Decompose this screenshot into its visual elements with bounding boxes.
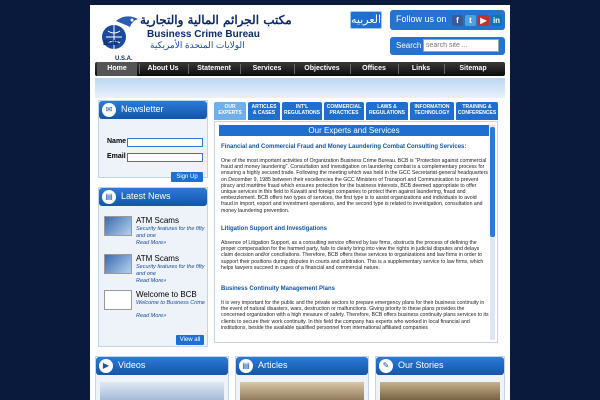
articles-header xyxy=(236,357,368,375)
email-label: Email xyxy=(107,153,126,160)
sign-up-button[interactable]: Sign Up xyxy=(171,172,203,182)
search-input[interactable] xyxy=(423,39,499,52)
tab-laws-regulations[interactable]: LAWS & REGULATIONS xyxy=(366,102,408,120)
articles-title: Articles xyxy=(258,360,288,370)
email-field[interactable] xyxy=(127,153,203,162)
logo-usa-text: U.S.A. xyxy=(115,56,133,62)
latest-news-panel xyxy=(98,187,208,347)
section-text: Absence of Litigation Support, as a consulting service offered by law firms, obstructs the process of defining the proper compensation for the harmed party, fails to clearly bring into view the rights in judicial disputes and delays claim decision and/or conciliations. Therefore, BCB offers these services to organizations and law firms in order to support their positions during disputes in courts and arbitration. This is a supplementary service to law firms, which helps lawyers succeed in cases of a financial and commercial nature. xyxy=(221,240,484,271)
videos-panel[interactable] xyxy=(95,356,229,400)
section-text: It is very important for the public and the private sectors to prepare emergency plans for their business continuity in the event of natural disasters, wars, destruction or malfunctions. Giving priority to these plans provides the concerned organization with a high measure of safety. Therefore, BCB offers business continuity plans services to its clients to secure their work continuity. In this field the company has experts who worked in local financial and institutions, beside the available qualified personnel from international affiliated companies xyxy=(221,300,489,331)
news-icon: ▤ xyxy=(102,190,116,204)
nav-statement[interactable]: Statement xyxy=(197,65,231,72)
nav-offices[interactable]: Offices xyxy=(362,65,386,72)
videos-preview xyxy=(100,382,224,400)
newsletter-title: Newsletter xyxy=(121,104,164,114)
news-thumbnail xyxy=(104,254,132,274)
services-tabs xyxy=(214,102,498,120)
logo-arabic-subtext: الولايات المتحدة الأمريكية xyxy=(150,40,245,50)
newsletter-header xyxy=(99,101,207,119)
nav-sitemap[interactable]: Sitemap xyxy=(459,65,487,72)
section-heading: Litigation Support and Investigations xyxy=(221,226,327,232)
news-thumbnail xyxy=(104,216,132,236)
content-header: Our Experts and Services xyxy=(219,125,489,136)
follow-us-bar xyxy=(390,10,505,30)
tab-information-technology[interactable]: INFORMATION TECHNOLOGY xyxy=(410,102,454,120)
bcb-logo-thumbnail xyxy=(104,290,132,310)
read-more-link[interactable]: Read More» xyxy=(136,278,167,284)
search-label: Search xyxy=(396,41,422,50)
nav-links[interactable]: Links xyxy=(411,65,431,72)
twitter-icon[interactable]: t xyxy=(465,15,476,26)
news-title: ATM Scams xyxy=(136,216,179,225)
nav-objectives[interactable]: Objectives xyxy=(304,65,340,72)
news-title: ATM Scams xyxy=(136,254,179,263)
article-icon: ▤ xyxy=(239,359,253,373)
news-description: Security features for the fifty and one xyxy=(136,226,205,239)
videos-title: Videos xyxy=(118,360,146,370)
tab-intl-regulations[interactable]: INT'L REGULATIONS xyxy=(282,102,322,120)
eagle-globe-icon xyxy=(98,11,142,55)
latest-news-header xyxy=(99,188,207,206)
articles-panel[interactable] xyxy=(235,356,369,400)
tab-articles-cases[interactable]: ARTICLES & CASES xyxy=(248,102,280,120)
our-stories-panel[interactable] xyxy=(375,356,505,400)
arabic-language-button[interactable]: العربيه xyxy=(350,11,382,29)
news-title: Welcome to BCB xyxy=(136,290,197,299)
video-icon: ▶ xyxy=(99,359,113,373)
follow-label: Follow us on xyxy=(396,14,447,24)
facebook-icon[interactable]: f xyxy=(452,15,463,26)
section-heading: Business Continuity Management Plans xyxy=(221,286,336,292)
youtube-icon[interactable]: ▶ xyxy=(478,15,489,26)
articles-preview xyxy=(240,382,364,400)
nav-services[interactable]: Services xyxy=(252,65,282,72)
our-stories-header xyxy=(376,357,504,375)
main-nav xyxy=(95,62,505,76)
section-text: One of the most important activities of Organization Business Crime Bureau. BCB is "Protection against commercial fraud and money laundering". Consultation and investigation on laundering combat is a complementary process for ensuring a highly secured trade. Following the meeting which was held in the GCC Secretariat-general headquarters on December 9, 1985 between their excellencies the GCC Ministers of Transport and Communication to prevent piracy and maritime fraud which ensures protection for the business interests, BCB deemed appropriate to offer unique services in this field to Kuwaiti and foreign companies to protect them against laundering, fraud and embezzlement. BCB offers two types of services, the first type is to assist organizations and individuals to avoid fraud in import, export and investment operations, and the second type is related to investigation, consultation and money laundering prevention. xyxy=(221,158,489,214)
page xyxy=(90,5,510,400)
read-more-link[interactable]: Read More» xyxy=(136,313,167,319)
stories-icon: ✎ xyxy=(379,359,393,373)
linkedin-icon[interactable]: in xyxy=(492,16,501,25)
read-more-link[interactable]: Read More» xyxy=(136,240,167,246)
our-stories-title: Our Stories xyxy=(398,360,444,370)
nav-about-us[interactable]: About Us xyxy=(147,65,179,72)
name-label: Name xyxy=(107,138,127,145)
logo-english-text: Business Crime Bureau xyxy=(147,29,260,40)
content-scrollbar[interactable] xyxy=(490,125,495,340)
view-all-button[interactable]: View all xyxy=(176,335,204,345)
news-description: Welcome to Business Crime xyxy=(136,300,205,306)
name-field[interactable] xyxy=(127,138,203,147)
section-heading: Financial and Commercial Fraud and Money Laundering Combat Consulting Services: xyxy=(221,144,467,150)
logo-bcb-text: BCB xyxy=(103,40,119,47)
videos-header xyxy=(96,357,228,375)
latest-news-title: Latest News xyxy=(121,191,171,201)
newsletter-panel xyxy=(98,100,208,178)
content-panel xyxy=(214,121,498,343)
search-bar xyxy=(390,37,505,55)
nav-shadow-band xyxy=(95,78,505,98)
tab-training-conferences[interactable]: TRAINING & CONFERENCES xyxy=(456,102,498,120)
tab-commercial-practices[interactable]: COMMERCIAL PRACTICES xyxy=(324,102,364,120)
scroll-thumb[interactable] xyxy=(490,127,495,237)
tab-our-experts[interactable]: OUR EXPERTS xyxy=(214,102,246,120)
logo-arabic-text: مكتب الجرائم المالية والتجارية xyxy=(140,13,292,27)
news-description: Security features for the fifty and one xyxy=(136,264,205,277)
our-stories-preview xyxy=(380,382,500,400)
envelope-icon: ✉ xyxy=(102,103,116,117)
nav-home[interactable]: Home xyxy=(97,62,137,76)
